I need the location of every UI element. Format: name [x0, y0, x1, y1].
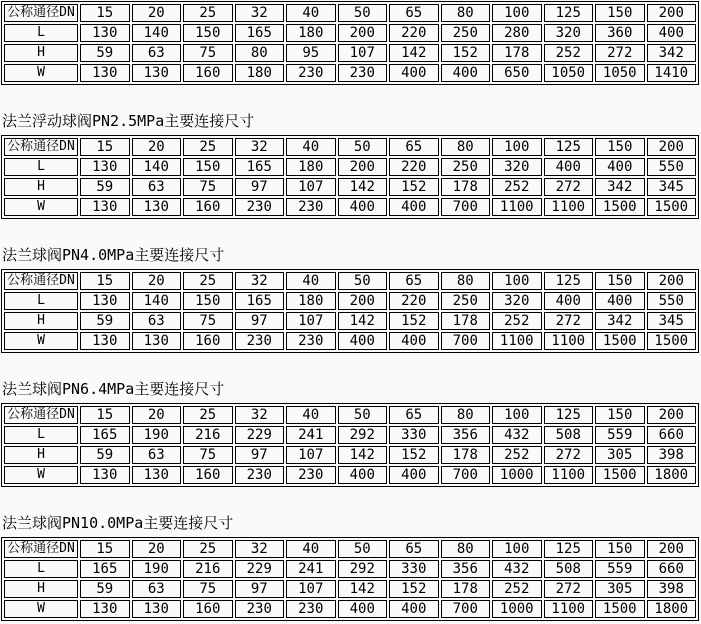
cell-value: 230 [286, 198, 336, 216]
cell-value: 200 [647, 406, 697, 424]
cell-value: 152 [441, 44, 491, 62]
cell-value: 1100 [544, 466, 594, 484]
row-label: L [4, 24, 78, 42]
table-row [4, 332, 696, 350]
cell-value: 230 [235, 466, 285, 484]
cell-value: 130 [132, 600, 182, 618]
cell-value: 180 [286, 158, 336, 176]
cell-value: 130 [80, 198, 130, 216]
cell-value: 65 [389, 4, 439, 22]
cell-value: 220 [389, 158, 439, 176]
cell-value: 1050 [595, 64, 645, 82]
cell-value: 165 [80, 560, 130, 578]
row-label: 公称通径DN [4, 272, 78, 290]
row-label: H [4, 580, 78, 598]
cell-value: 241 [286, 560, 336, 578]
cell-value: 20 [132, 138, 182, 156]
cell-value: 559 [595, 426, 645, 444]
cell-value: 130 [132, 332, 182, 350]
cell-value: 200 [647, 540, 697, 558]
cell-value: 180 [235, 64, 285, 82]
cell-value: 125 [544, 4, 594, 22]
cell-value: 1100 [544, 198, 594, 216]
cell-value: 150 [183, 24, 233, 42]
cell-value: 200 [338, 292, 388, 310]
cell-value: 25 [183, 272, 233, 290]
cell-value: 272 [544, 446, 594, 464]
cell-value: 272 [595, 44, 645, 62]
cell-value: 50 [338, 540, 388, 558]
row-label: L [4, 292, 78, 310]
cell-value: 63 [132, 312, 182, 330]
table-row [4, 44, 696, 62]
cell-value: 75 [183, 178, 233, 196]
cell-value: 15 [80, 272, 130, 290]
cell-value: 150 [183, 292, 233, 310]
cell-value: 398 [647, 580, 697, 598]
cell-value: 97 [235, 178, 285, 196]
cell-value: 160 [183, 64, 233, 82]
cell-value: 1100 [492, 198, 542, 216]
cell-value: 252 [544, 44, 594, 62]
cell-value: 25 [183, 4, 233, 22]
cell-value: 63 [132, 446, 182, 464]
table-row [4, 198, 696, 216]
cell-value: 1410 [647, 64, 697, 82]
cell-value: 40 [286, 138, 336, 156]
cell-value: 160 [183, 466, 233, 484]
cell-value: 342 [595, 312, 645, 330]
cell-value: 508 [544, 426, 594, 444]
cell-value: 125 [544, 406, 594, 424]
cell-value: 63 [132, 580, 182, 598]
cell-value: 220 [389, 292, 439, 310]
cell-value: 165 [235, 292, 285, 310]
cell-value: 1800 [647, 466, 697, 484]
table-row [4, 158, 696, 176]
row-label: W [4, 466, 78, 484]
cell-value: 1100 [544, 600, 594, 618]
cell-value: 700 [441, 600, 491, 618]
cell-value: 1050 [544, 64, 594, 82]
cell-value: 130 [80, 158, 130, 176]
table-row [4, 138, 696, 156]
cell-value: 229 [235, 560, 285, 578]
cell-value: 400 [544, 292, 594, 310]
section-title: 法兰浮动球阀PN2.5MPa主要连接尺寸 [2, 112, 255, 130]
cell-value: 1000 [492, 466, 542, 484]
table-row [4, 292, 696, 310]
row-label: W [4, 332, 78, 350]
row-label: W [4, 198, 78, 216]
cell-value: 432 [492, 560, 542, 578]
cell-value: 32 [235, 4, 285, 22]
cell-value: 200 [647, 272, 697, 290]
dimension-table [1, 269, 699, 353]
cell-value: 152 [389, 580, 439, 598]
cell-value: 150 [183, 158, 233, 176]
cell-value: 165 [80, 426, 130, 444]
table-row [4, 178, 696, 196]
cell-value: 400 [389, 64, 439, 82]
cell-value: 40 [286, 406, 336, 424]
cell-value: 400 [389, 198, 439, 216]
cell-value: 20 [132, 540, 182, 558]
cell-value: 65 [389, 138, 439, 156]
cell-value: 130 [80, 466, 130, 484]
row-label: W [4, 600, 78, 618]
row-label: L [4, 158, 78, 176]
cell-value: 165 [235, 24, 285, 42]
cell-value: 178 [441, 178, 491, 196]
cell-value: 241 [286, 426, 336, 444]
cell-value: 650 [492, 64, 542, 82]
cell-value: 230 [235, 600, 285, 618]
cell-value: 20 [132, 406, 182, 424]
cell-value: 252 [492, 580, 542, 598]
cell-value: 100 [492, 4, 542, 22]
cell-value: 160 [183, 600, 233, 618]
cell-value: 550 [647, 292, 697, 310]
cell-value: 250 [441, 24, 491, 42]
cell-value: 345 [647, 178, 697, 196]
cell-value: 80 [235, 44, 285, 62]
cell-value: 130 [80, 600, 130, 618]
cell-value: 1500 [595, 198, 645, 216]
cell-value: 130 [132, 64, 182, 82]
cell-value: 178 [441, 580, 491, 598]
cell-value: 356 [441, 426, 491, 444]
cell-value: 100 [492, 540, 542, 558]
cell-value: 342 [647, 44, 697, 62]
table-row [4, 24, 696, 42]
cell-value: 32 [235, 138, 285, 156]
cell-value: 345 [647, 312, 697, 330]
cell-value: 400 [441, 64, 491, 82]
cell-value: 252 [492, 312, 542, 330]
cell-value: 100 [492, 138, 542, 156]
cell-value: 320 [492, 158, 542, 176]
table-row [4, 426, 696, 444]
section-title: 法兰球阀PN6.4MPa主要连接尺寸 [2, 380, 225, 398]
cell-value: 272 [544, 312, 594, 330]
cell-value: 230 [286, 466, 336, 484]
cell-value: 80 [441, 4, 491, 22]
cell-value: 660 [647, 560, 697, 578]
row-label: 公称通径DN [4, 138, 78, 156]
cell-value: 107 [338, 44, 388, 62]
cell-value: 59 [80, 446, 130, 464]
cell-value: 80 [441, 406, 491, 424]
cell-value: 178 [441, 312, 491, 330]
table-row [4, 580, 696, 598]
cell-value: 75 [183, 446, 233, 464]
cell-value: 272 [544, 580, 594, 598]
cell-value: 150 [595, 406, 645, 424]
cell-value: 230 [286, 600, 336, 618]
table-row [4, 312, 696, 330]
row-label: H [4, 44, 78, 62]
cell-value: 25 [183, 540, 233, 558]
cell-value: 150 [595, 4, 645, 22]
cell-value: 160 [183, 198, 233, 216]
cell-value: 330 [389, 426, 439, 444]
cell-value: 40 [286, 4, 336, 22]
cell-value: 230 [338, 64, 388, 82]
cell-value: 50 [338, 4, 388, 22]
cell-value: 190 [132, 426, 182, 444]
cell-value: 125 [544, 540, 594, 558]
cell-value: 1800 [647, 600, 697, 618]
table-row [4, 600, 696, 618]
cell-value: 59 [80, 178, 130, 196]
row-label: L [4, 560, 78, 578]
cell-value: 80 [441, 138, 491, 156]
cell-value: 400 [595, 292, 645, 310]
cell-value: 356 [441, 560, 491, 578]
cell-value: 97 [235, 580, 285, 598]
cell-value: 75 [183, 312, 233, 330]
cell-value: 50 [338, 138, 388, 156]
cell-value: 305 [595, 580, 645, 598]
cell-value: 97 [235, 312, 285, 330]
row-label: H [4, 312, 78, 330]
cell-value: 200 [647, 138, 697, 156]
row-label: L [4, 426, 78, 444]
cell-value: 59 [80, 312, 130, 330]
cell-value: 178 [441, 446, 491, 464]
cell-value: 220 [389, 24, 439, 42]
cell-value: 100 [492, 272, 542, 290]
cell-value: 230 [286, 332, 336, 350]
cell-value: 140 [132, 158, 182, 176]
cell-value: 360 [595, 24, 645, 42]
row-label: 公称通径DN [4, 4, 78, 22]
cell-value: 320 [544, 24, 594, 42]
cell-value: 140 [132, 24, 182, 42]
section-title: 法兰球阀PN10.0MPa主要连接尺寸 [2, 514, 234, 532]
cell-value: 107 [286, 580, 336, 598]
cell-value: 180 [286, 24, 336, 42]
cell-value: 25 [183, 406, 233, 424]
cell-value: 32 [235, 540, 285, 558]
cell-value: 142 [338, 312, 388, 330]
cell-value: 1500 [647, 198, 697, 216]
table-row [4, 4, 696, 22]
cell-value: 400 [389, 332, 439, 350]
table-row [4, 466, 696, 484]
cell-value: 550 [647, 158, 697, 176]
cell-value: 152 [389, 312, 439, 330]
cell-value: 130 [132, 198, 182, 216]
cell-value: 400 [338, 600, 388, 618]
cell-value: 125 [544, 138, 594, 156]
cell-value: 152 [389, 178, 439, 196]
cell-value: 50 [338, 406, 388, 424]
dimension-table [1, 1, 699, 85]
cell-value: 65 [389, 406, 439, 424]
cell-value: 40 [286, 272, 336, 290]
cell-value: 107 [286, 312, 336, 330]
cell-value: 130 [80, 24, 130, 42]
cell-value: 142 [338, 580, 388, 598]
cell-value: 200 [338, 24, 388, 42]
cell-value: 252 [492, 446, 542, 464]
dimension-table [1, 135, 699, 219]
row-label: 公称通径DN [4, 406, 78, 424]
cell-value: 230 [235, 198, 285, 216]
cell-value: 107 [286, 446, 336, 464]
cell-value: 230 [235, 332, 285, 350]
cell-value: 320 [492, 292, 542, 310]
cell-value: 280 [492, 24, 542, 42]
cell-value: 700 [441, 198, 491, 216]
cell-value: 32 [235, 272, 285, 290]
cell-value: 1500 [647, 332, 697, 350]
row-label: W [4, 64, 78, 82]
cell-value: 216 [183, 560, 233, 578]
cell-value: 400 [338, 332, 388, 350]
cell-value: 216 [183, 426, 233, 444]
cell-value: 63 [132, 178, 182, 196]
cell-value: 15 [80, 4, 130, 22]
cell-value: 140 [132, 292, 182, 310]
cell-value: 40 [286, 540, 336, 558]
cell-value: 75 [183, 580, 233, 598]
cell-value: 1500 [595, 332, 645, 350]
cell-value: 178 [492, 44, 542, 62]
cell-value: 400 [647, 24, 697, 42]
cell-value: 230 [286, 64, 336, 82]
cell-value: 1100 [492, 332, 542, 350]
cell-value: 330 [389, 560, 439, 578]
cell-value: 200 [338, 158, 388, 176]
cell-value: 80 [441, 272, 491, 290]
row-label: 公称通径DN [4, 540, 78, 558]
row-label: H [4, 178, 78, 196]
cell-value: 272 [544, 178, 594, 196]
cell-value: 150 [595, 272, 645, 290]
section-title: 法兰球阀PN4.0MPa主要连接尺寸 [2, 246, 225, 264]
cell-value: 190 [132, 560, 182, 578]
cell-value: 1500 [595, 600, 645, 618]
table-row [4, 540, 696, 558]
cell-value: 400 [544, 158, 594, 176]
cell-value: 125 [544, 272, 594, 290]
cell-value: 398 [647, 446, 697, 464]
cell-value: 65 [389, 540, 439, 558]
cell-value: 65 [389, 272, 439, 290]
cell-value: 95 [286, 44, 336, 62]
cell-value: 150 [595, 138, 645, 156]
cell-value: 97 [235, 446, 285, 464]
cell-value: 130 [80, 64, 130, 82]
table-row [4, 64, 696, 82]
cell-value: 142 [338, 446, 388, 464]
cell-value: 252 [492, 178, 542, 196]
cell-value: 59 [80, 580, 130, 598]
dimension-table [1, 537, 699, 621]
table-row [4, 406, 696, 424]
cell-value: 63 [132, 44, 182, 62]
table-row [4, 560, 696, 578]
cell-value: 305 [595, 446, 645, 464]
cell-value: 80 [441, 540, 491, 558]
cell-value: 100 [492, 406, 542, 424]
cell-value: 75 [183, 44, 233, 62]
cell-value: 700 [441, 332, 491, 350]
dimension-table [1, 403, 699, 487]
cell-value: 432 [492, 426, 542, 444]
cell-value: 20 [132, 272, 182, 290]
cell-value: 559 [595, 560, 645, 578]
cell-value: 400 [389, 600, 439, 618]
cell-value: 142 [389, 44, 439, 62]
cell-value: 160 [183, 332, 233, 350]
cell-value: 342 [595, 178, 645, 196]
cell-value: 250 [441, 292, 491, 310]
cell-value: 20 [132, 4, 182, 22]
cell-value: 250 [441, 158, 491, 176]
cell-value: 400 [338, 198, 388, 216]
cell-value: 32 [235, 406, 285, 424]
cell-value: 292 [338, 426, 388, 444]
cell-value: 180 [286, 292, 336, 310]
cell-value: 229 [235, 426, 285, 444]
row-label: H [4, 446, 78, 464]
cell-value: 59 [80, 44, 130, 62]
cell-value: 15 [80, 540, 130, 558]
cell-value: 165 [235, 158, 285, 176]
cell-value: 130 [80, 332, 130, 350]
cell-value: 150 [595, 540, 645, 558]
cell-value: 130 [80, 292, 130, 310]
cell-value: 1500 [595, 466, 645, 484]
cell-value: 1100 [544, 332, 594, 350]
cell-value: 25 [183, 138, 233, 156]
cell-value: 15 [80, 406, 130, 424]
cell-value: 200 [647, 4, 697, 22]
table-row [4, 446, 696, 464]
cell-value: 400 [595, 158, 645, 176]
table-row [4, 272, 696, 290]
cell-value: 1000 [492, 600, 542, 618]
cell-value: 107 [286, 178, 336, 196]
cell-value: 130 [132, 466, 182, 484]
cell-value: 400 [338, 466, 388, 484]
cell-value: 700 [441, 466, 491, 484]
cell-value: 292 [338, 560, 388, 578]
cell-value: 152 [389, 446, 439, 464]
cell-value: 142 [338, 178, 388, 196]
cell-value: 660 [647, 426, 697, 444]
cell-value: 15 [80, 138, 130, 156]
cell-value: 400 [389, 466, 439, 484]
cell-value: 50 [338, 272, 388, 290]
cell-value: 508 [544, 560, 594, 578]
